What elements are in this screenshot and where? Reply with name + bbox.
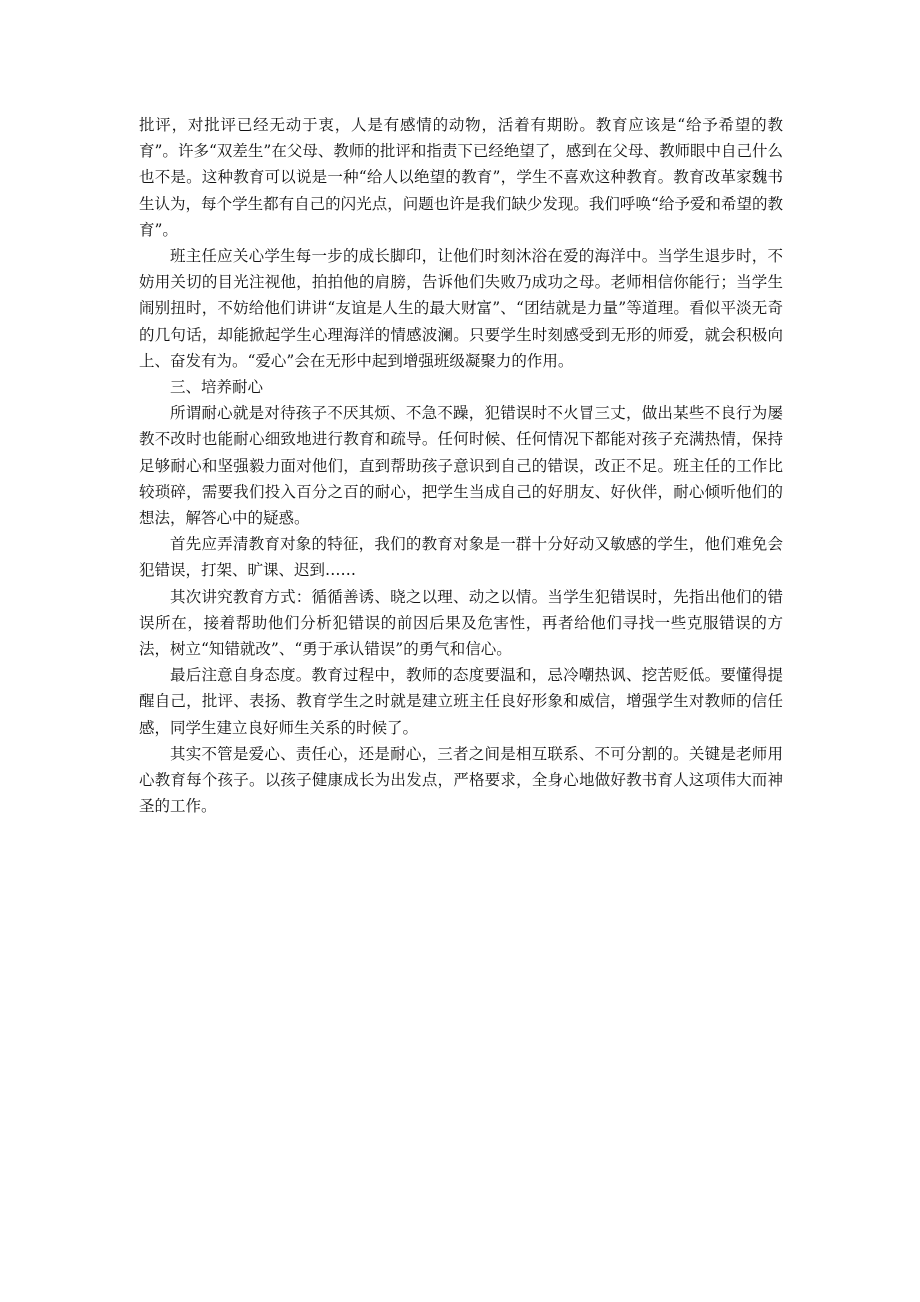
document-body xyxy=(139,112,783,819)
paragraph-conclusion: 其实不管是爱心、责任心，还是耐心，三者之间是相互联系、不可分割的。关键是老师用心教育每个孩子。以孩子健康成长为出发点，严格要求，全身心地做好教书育人这项伟大而神圣的工作。 xyxy=(139,744,783,816)
paragraph-first-understand: 首先应弄清教育对象的特征，我们的教育对象是一群十分好动又敏感的学生，他们难免会犯错误，打架、旷课、迟到…… xyxy=(139,535,783,580)
section-heading-patience: 三、培养耐心 xyxy=(170,378,264,397)
paragraph-hope-education: 批评，对批评已经无动于衷，人是有感情的动物，活着有期盼。教育应该是“给予希望的教育”。许多“双差生”在父母、教师的批评和指责下已经绝望了，感到在父母、教师眼中自己什么也不是。这种教育可以说是一种“给人以绝望的教育”，学生不喜欢这种教育。教育改革家魏书生认为，每个学生都有自己的闪光点，问题也许是我们缺少发现。我们呼唤“给予爱和希望的教育”。 xyxy=(139,116,783,239)
paragraph-care-students: 班主任应关心学生每一步的成长脚印，让他们时刻沐浴在爱的海洋中。当学生退步时，不妨用关切的目光注视他，拍拍他的肩膀，告诉他们失败乃成功之母。老师相信你能行；当学生闹别扭时，不妨给他们讲讲“友谊是人生的最大财富”、“团结就是力量”等道理。看似平淡无奇的几句话，却能掀起学生心理海洋的情感波澜。只要学生时刻感受到无形的师爱，就会积极向上、奋发有为。“爱心”会在无形中起到增强班级凝聚力的作用。 xyxy=(139,247,783,370)
paragraph-last-attitude: 最后注意自身态度。教育过程中，教师的态度要温和，忌冷嘲热讽、挖苦贬低。要懂得提醒自己，批评、表扬、教育学生之时就是建立班主任良好形象和威信，增强学生对教师的信任感，同学生建立良好师生关系的时候了。 xyxy=(139,666,783,737)
paragraph-patience-definition: 所谓耐心就是对待孩子不厌其烦、不急不躁，犯错误时不火冒三丈，做出某些不良行为屡教不改时也能耐心细致地进行教育和疏导。任何时候、任何情况下都能对孩子充满热情，保持足够耐心和坚强毅力面对他们，直到帮助孩子意识到自己的错误，改正不足。班主任的工作比较琐碎，需要我们投入百分之百的耐心，把学生当成自己的好朋友、好伙伴，耐心倾听他们的想法，解答心中的疑惑。 xyxy=(139,404,783,528)
paragraph-second-method: 其次讲究教育方式：循循善诱、晓之以理、动之以情。当学生犯错误时，先指出他们的错误所在，接着帮助他们分析犯错误的前因后果及危害性，再者给他们寻找一些克服错误的方法，树立“知错就改”、“勇于承认错误”的勇气和信心。 xyxy=(139,587,783,659)
